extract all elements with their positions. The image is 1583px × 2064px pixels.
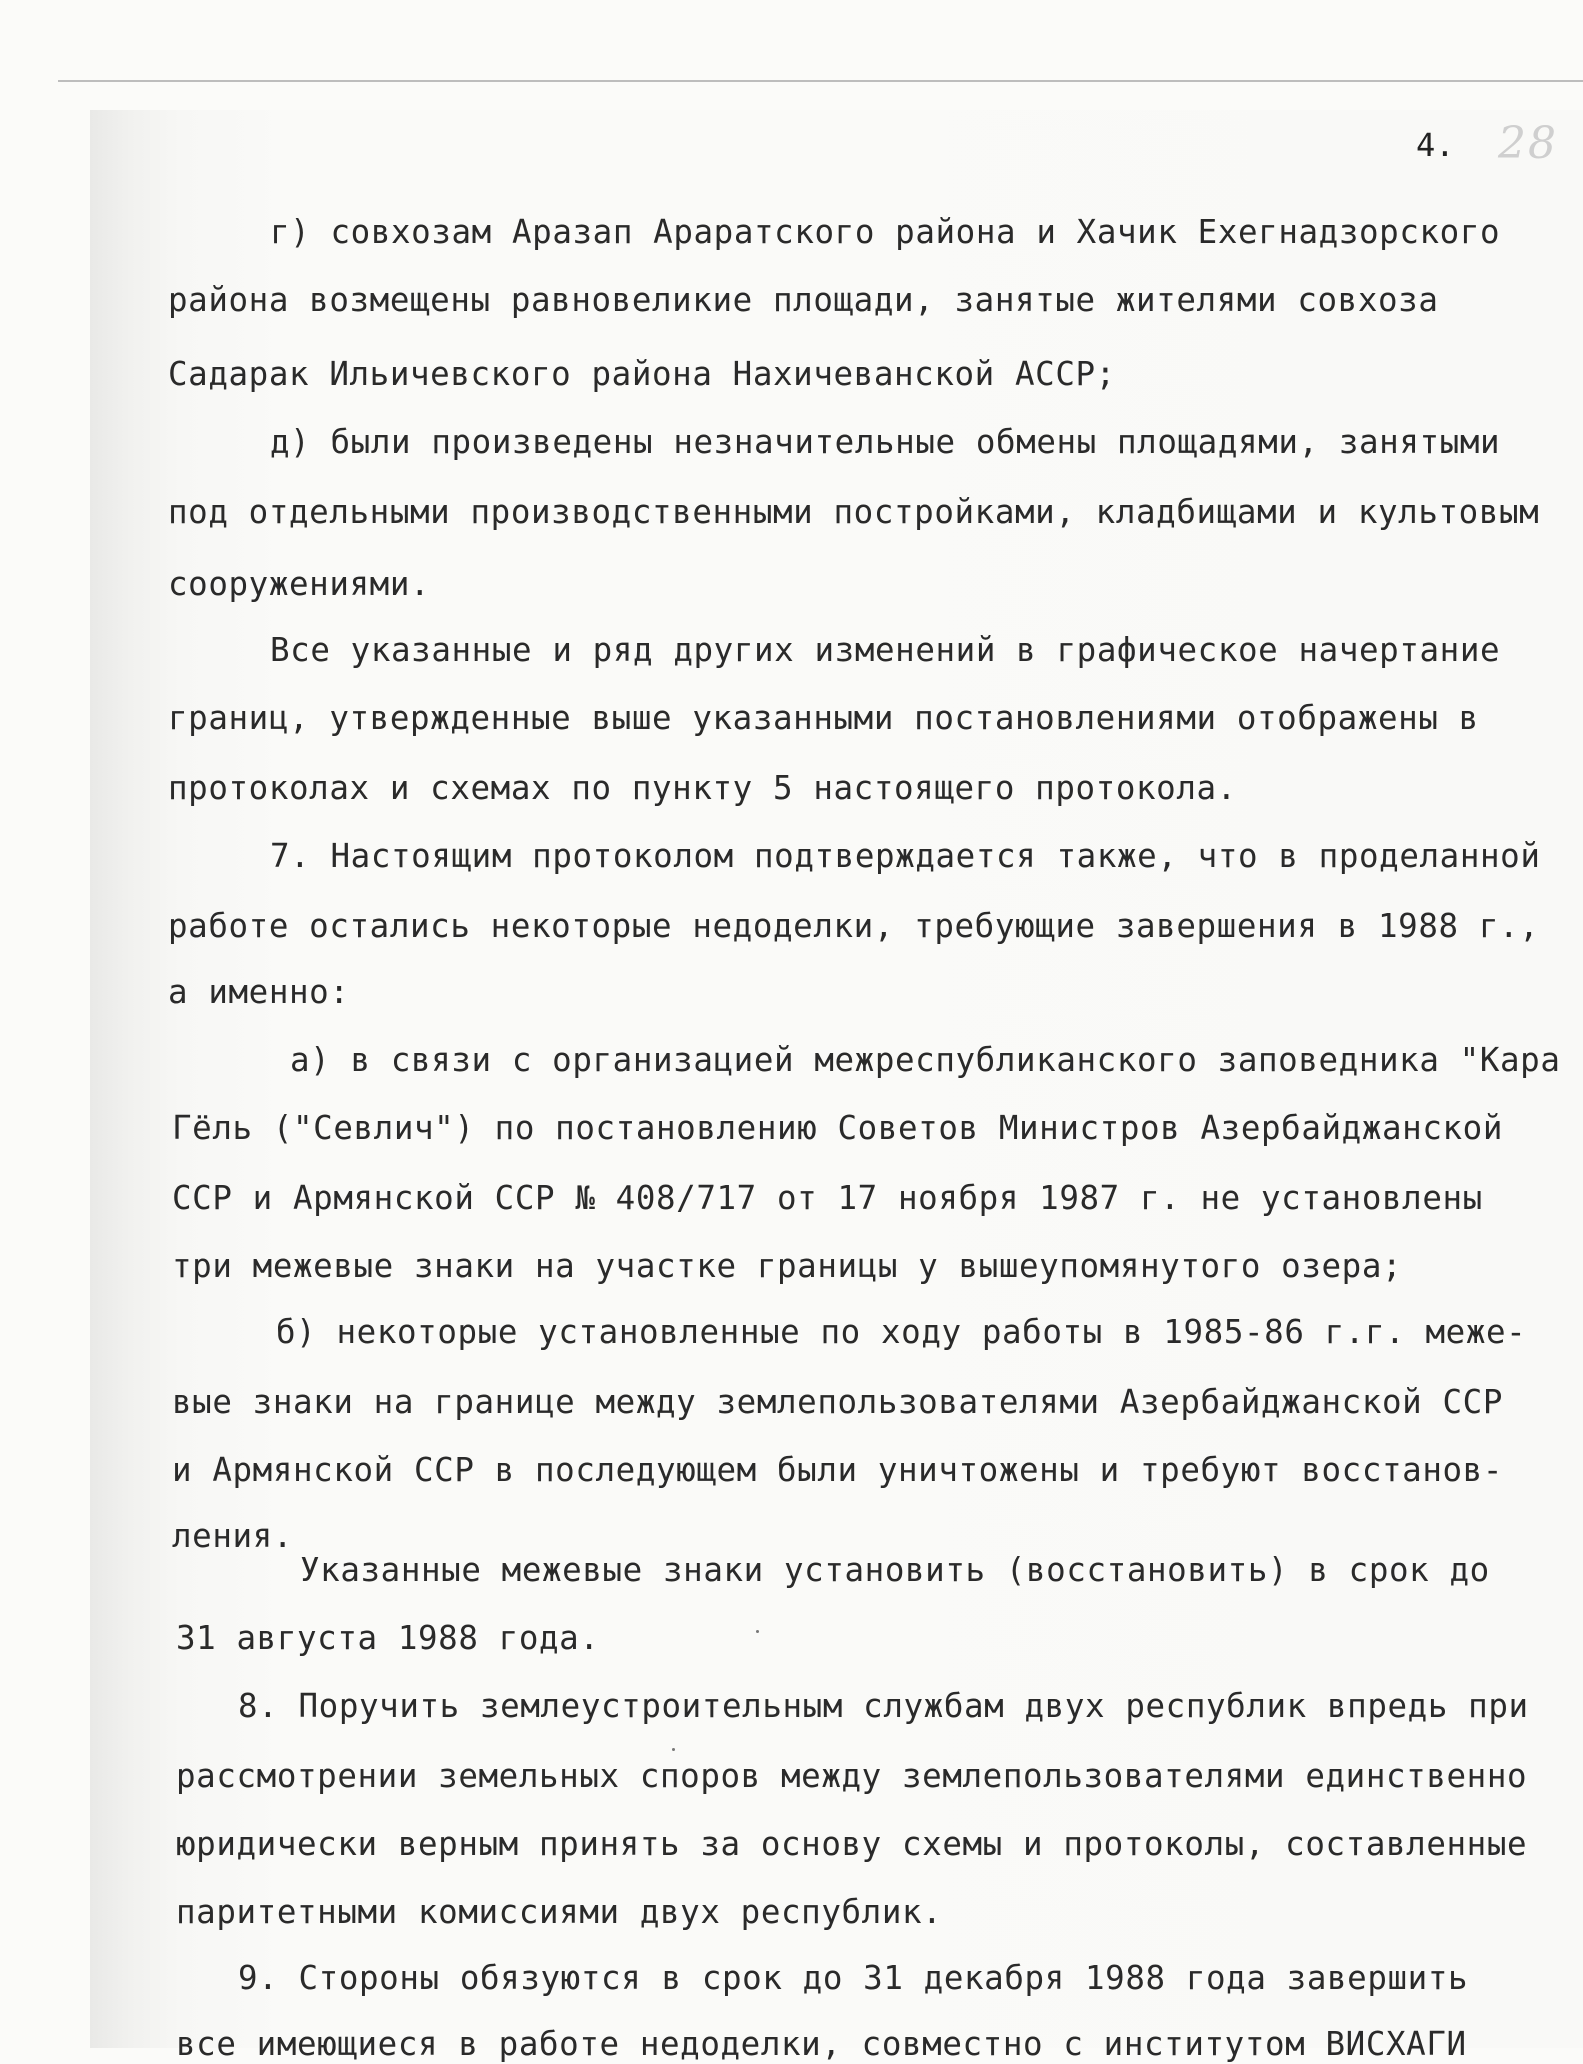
text-line: Указанные межевые знаки установить (восстановить) в срок до (300, 1551, 1490, 1589)
handwritten-page-mark: 28 (1498, 118, 1558, 169)
scan-speck (756, 1630, 759, 1633)
text-line: Гёль ("Севлич") по постановлению Советов Министров Азербайджанской (172, 1109, 1503, 1147)
text-line: 31 августа 1988 года. (176, 1619, 600, 1657)
text-line: ССР и Армянской ССР № 408/717 от 17 ноября 1987 г. не установлены (172, 1179, 1483, 1217)
text-line: сооружениями. (168, 565, 431, 603)
page-number: 4. (1416, 126, 1455, 164)
text-line: г) совхозам Аразап Араратского района и Хачик Ехегнадзорского (270, 213, 1501, 251)
text-line: под отдельными производственными постройками, кладбищами и культовым (168, 493, 1540, 531)
text-line: Садарак Ильичевского района Нахичеванской АССР; (168, 355, 1116, 393)
text-line: а именно: (168, 973, 350, 1011)
text-line: района возмещены равновеликие площади, занятые жителями совхоза (168, 281, 1439, 319)
text-line: юридически верным принять за основу схемы и протоколы, составленные (176, 1825, 1528, 1863)
text-line: работе остались некоторые недоделки, требующие завершения в 1988 г., (168, 907, 1540, 945)
scan-speck (672, 1748, 675, 1751)
text-line: рассмотрении земельных споров между землепользователями единственно (176, 1757, 1528, 1795)
text-line: а) в связи с организацией межреспубликанского заповедника "Кара (290, 1041, 1561, 1079)
text-line: д) были произведены незначительные обмены площадями, занятыми (270, 423, 1501, 461)
text-line: Все указанные и ряд других изменений в графическое начертание (270, 631, 1501, 669)
text-line: ления. (172, 1517, 293, 1555)
text-line: б) некоторые установленные по ходу работы в 1985-86 г.г. меже- (276, 1313, 1527, 1351)
text-line: вые знаки на границе между землепользователями Азербайджанской ССР (172, 1383, 1503, 1421)
text-line: все имеющиеся в работе недоделки, совместно с институтом ВИСХАГИ (176, 2025, 1467, 2063)
text-line: три межевые знаки на участке границы у вышеупомянутого озера; (172, 1247, 1403, 1285)
text-line: 9. Стороны обязуются в срок до 31 декабря 1988 года завершить (238, 1959, 1469, 1997)
text-line: 8. Поручить землеустроительным службам двух республик впредь при (238, 1687, 1529, 1725)
text-line: 7. Настоящим протоколом подтверждается также, что в проделанной (270, 837, 1541, 875)
text-line: протоколах и схемах по пункту 5 настоящего протокола. (168, 769, 1237, 807)
text-line: и Армянской ССР в последующем были уничтожены и требуют восстанов- (172, 1451, 1503, 1489)
text-line: границ, утвержденные выше указанными постановлениями отображены в (168, 699, 1479, 737)
text-line: паритетными комиссиями двух республик. (176, 1893, 943, 1931)
